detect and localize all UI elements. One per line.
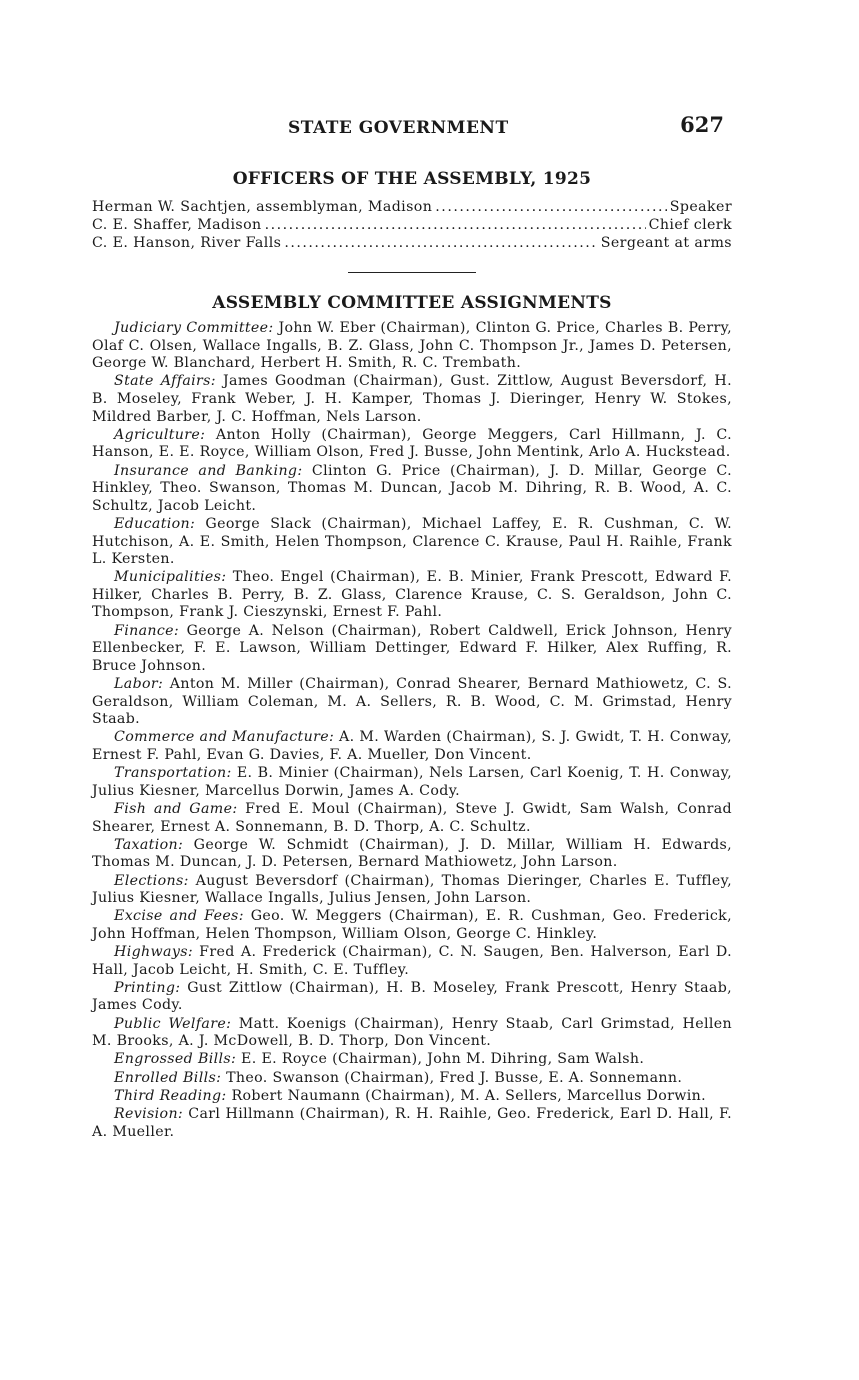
officer-row (92, 198, 732, 216)
committee-name: Taxation: (114, 836, 184, 853)
officer-role: Speaker (669, 199, 732, 215)
committee-entry (92, 676, 732, 729)
committee-name: Municipalities: (114, 569, 227, 586)
committee-members: George W. Schmidt (Chairman), J. D. Millar, William H. Edwards, Thomas M. Duncan, J. D. Petersen, Bernard Mathiowetz, John Larson. (92, 836, 732, 871)
committee-entry (92, 516, 732, 569)
officer-name: C. E. Shaffer, Madison (92, 217, 262, 233)
committee-entry (92, 1088, 732, 1106)
committee-name: State Affairs: (114, 373, 216, 390)
committee-entry (92, 765, 732, 800)
committee-entry (92, 623, 732, 676)
committee-entry (92, 729, 732, 764)
committee-members: E. E. Royce (Chairman), John M. Dihring, Sam Walsh. (241, 1051, 645, 1068)
committee-name: Labor: (114, 676, 164, 693)
committee-name: Education: (114, 515, 196, 532)
officer-list (92, 198, 732, 252)
committee-entry (92, 1016, 732, 1051)
committee-members: Fred E. Moul (Chairman), Steve J. Gwidt, Sam Walsh, Conrad Shearer, Ernest A. Sonnemann, B. D. Thorp, A. C. Schultz. (92, 800, 732, 835)
committee-members: George A. Nelson (Chairman), Robert Caldwell, Erick Johnson, Henry Ellenbecker, F. E. Lawson, William Dettinger, Edward F. Hilker, Alex Ruffing, R. Bruce Johnson. (92, 622, 732, 674)
committee-name: Printing: (114, 979, 181, 996)
officers-heading: OFFICERS OF THE ASSEMBLY, 1925 (232, 169, 592, 189)
committee-name: Insurance and Banking: (114, 462, 303, 479)
committee-entry (92, 873, 732, 908)
document-page (92, 112, 732, 1142)
committee-entry (92, 908, 732, 943)
committee-name: Engrossed Bills: (114, 1051, 237, 1068)
committee-members: Theo. Engel (Chairman), E. B. Minier, Frank Prescott, Edward F. Hilker, Charles B. Perry, B. Z. Glass, Clarence Krause, C. S. Geraldson, John C. Thompson, Frank J. Cieszynski, Ernest F. Pahl. (92, 569, 732, 621)
committee-name: Transportation: (114, 765, 232, 782)
committee-name: Excise and Fees: (114, 908, 244, 925)
committee-members: Theo. Swanson (Chairman), Fred J. Busse, E. A. Sonnemann. (226, 1069, 683, 1086)
committee-name: Elections: (114, 872, 189, 889)
committee-members: A. M. Warden (Chairman), S. J. Gwidt, T. H. Conway, Ernest F. Pahl, Evan G. Davies, F. A. Mueller, Don Vincent. (92, 729, 732, 763)
officer-role: Sergeant at arms (600, 235, 732, 251)
committee-members: Anton Holly (Chairman), George Meggers, Carl Hillmann, J. C. Hanson, E. E. Royce, William Olson, Fred J. Busse, John Mentink, Arlo A. Huckstead. (92, 426, 732, 461)
committee-members: E. B. Minier (Chairman), Nels Larsen, Carl Koenig, T. H. Conway, Julius Kiesner, Marcellus Dorwin, James A. Cody. (92, 765, 732, 799)
committee-name: Fish and Game: (114, 800, 238, 817)
running-title: STATE GOVERNMENT (288, 118, 509, 138)
committee-members: Clinton G. Price (Chairman), J. D. Millar, George C. Hinkley, Theo. Swanson, Thomas M. Duncan, Jacob M. Dihring, R. B. Wood, A. C. Schultz, Jacob Leicht. (92, 462, 732, 514)
committee-entry (92, 463, 732, 516)
officer-name: C. E. Hanson, River Falls (92, 235, 282, 251)
committee-members: James Goodman (Chairman), Gust. Zittlow, August Beversdorf, H. B. Moseley, Frank Weber, J. H. Kamper, Thomas J. Dieringer, Henry W. Stokes, Mildred Barber, J. C. Hoffman, Nels Larson. (92, 373, 732, 425)
committee-entry (92, 801, 732, 836)
committee-name: Public Welfare: (114, 1015, 232, 1032)
page-number: 627 (680, 112, 724, 137)
committees-heading: ASSEMBLY COMMITTEE ASSIGNMENTS (212, 293, 612, 313)
committee-members: Matt. Koenigs (Chairman), Henry Staab, Carl Grimstad, Hellen M. Brooks, A. J. McDowell, B. D. Thorp, Don Vincent. (92, 1015, 732, 1050)
committee-members: August Beversdorf (Chairman), Thomas Dieringer, Charles E. Tuffley, Julius Kiesner, Wallace Ingalls, Julius Jensen, John Larson. (92, 872, 732, 907)
dot-leader (435, 198, 666, 216)
officer-name: Herman W. Sachtjen, assemblyman, Madison (92, 199, 433, 215)
committee-members: George Slack (Chairman), Michael Laffey, E. R. Cushman, C. W. Hutchison, A. E. Smith, Helen Thompson, Clarence C. Krause, Paul H. Raihle, Frank L. Kersten. (92, 515, 732, 568)
committee-name: Revision: (114, 1106, 184, 1122)
officer-row (92, 216, 732, 234)
dot-leader (284, 234, 597, 252)
committee-name: Commerce and Manufacture: (114, 729, 335, 746)
committee-entry (92, 1070, 732, 1088)
committee-entry (92, 837, 732, 872)
dot-leader (265, 216, 646, 234)
committee-name: Judiciary Committee: (114, 320, 274, 336)
committee-name: Highways: (114, 944, 193, 961)
committee-members: Fred A. Frederick (Chairman), C. N. Saugen, Ben. Halverson, Earl D. Hall, Jacob Leicht, H. Smith, C. E. Tuffley. (92, 944, 732, 978)
running-header (92, 112, 732, 142)
committee-members: Robert Naumann (Chairman), M. A. Sellers, Marcellus Dorwin. (231, 1087, 707, 1104)
committee-entry (92, 569, 732, 622)
officer-role: Chief clerk (648, 217, 732, 233)
committee-entry (92, 980, 732, 1015)
committee-name: Agriculture: (114, 426, 206, 443)
officer-row (92, 234, 732, 252)
committee-entry (92, 1106, 732, 1141)
committee-entry (92, 427, 732, 462)
committee-entry (92, 320, 732, 373)
committee-name: Finance: (114, 622, 180, 639)
committee-members: Gust Zittlow (Chairman), H. B. Moseley, Frank Prescott, Henry Staab, James Cody. (92, 979, 732, 1014)
committee-members: John W. Eber (Chairman), Clinton G. Price, Charles B. Perry, Olaf C. Olsen, Wallace Ingalls, B. Z. Glass, John C. Thompson Jr., James D. Petersen, George W. Blanchard, Herbert H. Smith, R. C. Trembath. (92, 320, 732, 372)
committee-list (92, 320, 732, 1141)
committee-name: Third Reading: (114, 1087, 227, 1104)
committee-entry (92, 944, 732, 979)
committee-members: Geo. W. Meggers (Chairman), E. R. Cushman, Geo. Frederick, John Hoffman, Helen Thompson, William Olson, George C. Hinkley. (92, 908, 732, 942)
committee-entry (92, 373, 732, 426)
section-divider (348, 272, 476, 273)
committee-name: Enrolled Bills: (114, 1069, 222, 1086)
committee-members: Anton M. Miller (Chairman), Conrad Shearer, Bernard Mathiowetz, C. S. Geraldson, William Coleman, M. A. Sellers, R. B. Wood, C. M. Grimstad, Henry Staab. (92, 676, 732, 728)
committee-members: Carl Hillmann (Chairman), R. H. Raihle, Geo. Frederick, Earl D. Hall, F. A. Mueller. (92, 1106, 732, 1140)
committee-entry (92, 1051, 732, 1069)
